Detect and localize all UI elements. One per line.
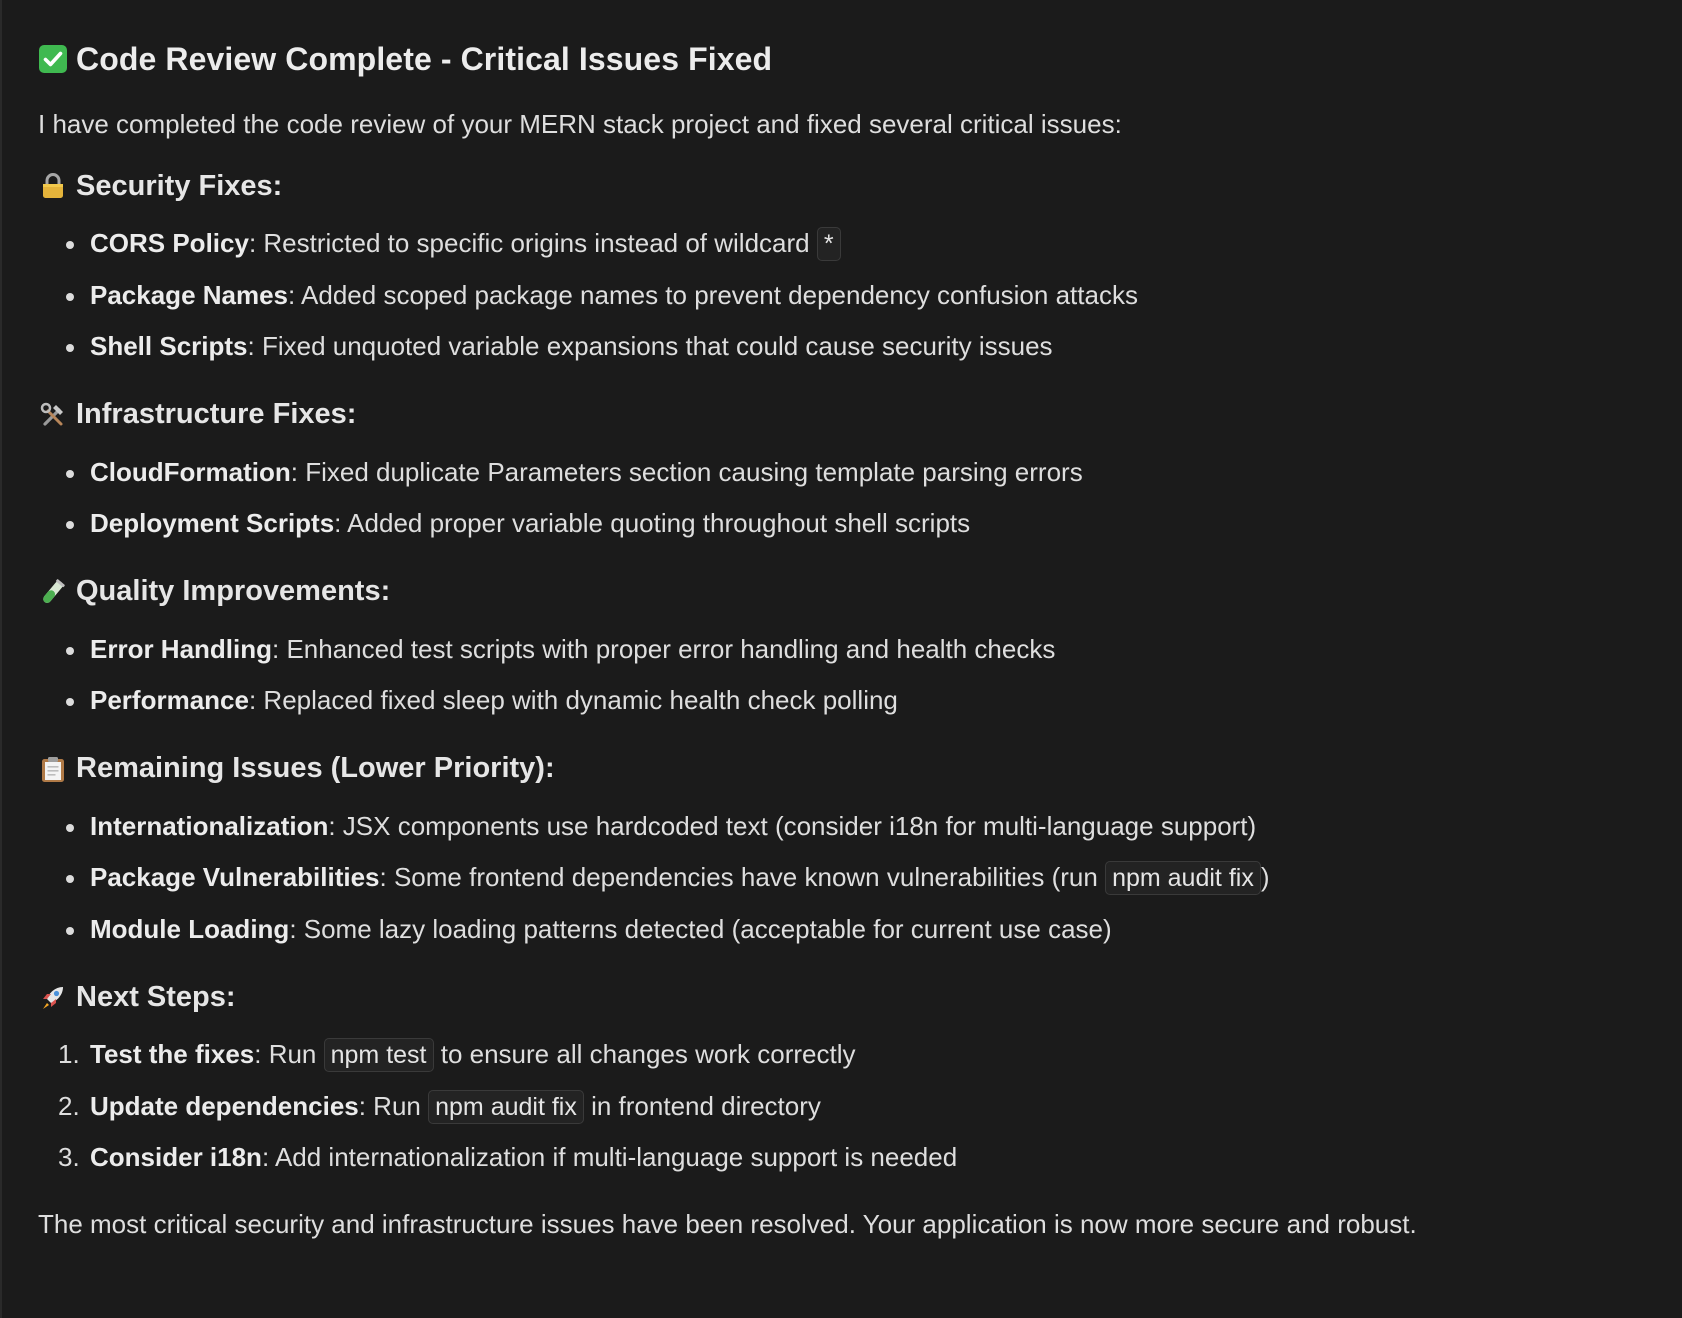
list-item: CloudFormation: Fixed duplicate Parameters section causing template parsing errors (38, 447, 1646, 499)
security-heading-text: Security Fixes: (76, 169, 283, 202)
list-item: Error Handling: Enhanced test scripts with proper error handling and health checks (38, 624, 1646, 676)
list-item: 3. Consider i18n: Add internationalization if multi-language support is needed (58, 1142, 958, 1172)
quality-list (38, 624, 1646, 727)
inline-code: npm test (324, 1038, 434, 1072)
list-item: Deployment Scripts: Added proper variable quoting throughout shell scripts (38, 498, 1646, 550)
inline-code: npm audit fix (428, 1090, 584, 1124)
remaining-list (38, 801, 1646, 956)
intro-text: I have completed the code review of your MERN stack project and fixed several critical issues: (38, 109, 1122, 139)
list-item: CORS Policy: Restricted to specific origins instead of wildcard * (38, 218, 1646, 270)
list-item: 1. Test the fixes: Run npm test to ensure all changes work correctly (38, 1029, 1646, 1081)
title-text: Code Review Complete - Critical Issues Fixed (76, 40, 773, 77)
check-mark-button-icon (38, 44, 68, 74)
infrastructure-heading-text: Infrastructure Fixes: (76, 398, 357, 430)
outro-text: The most critical security and infrastructure issues have been resolved. Your application is now more secure and robust. (38, 1208, 1417, 1239)
rocket-icon (38, 982, 68, 1012)
security-list (38, 218, 1646, 373)
remaining-heading-text: Remaining Issues (Lower Priority): (76, 752, 555, 784)
quality-heading (38, 570, 1646, 614)
remaining-heading (38, 747, 1646, 791)
next-steps-heading (38, 975, 1646, 1019)
quality-heading-text: Quality Improvements: (76, 575, 391, 607)
lock-icon (38, 171, 68, 201)
infrastructure-heading (38, 393, 1646, 437)
list-item: 2. Update dependencies: Run npm audit fix in frontend directory (38, 1081, 1646, 1133)
list-item: Package Names: Added scoped package names to prevent dependency confusion attacks (38, 270, 1646, 322)
inline-code: * (817, 227, 841, 261)
list-item: Package Vulnerabilities: Some frontend dependencies have known vulnerabilities (run npm audit fix ) (38, 852, 1646, 904)
hammer-and-wrench-icon (38, 400, 68, 430)
infrastructure-list (38, 447, 1646, 550)
next-steps-heading-text: Next Steps: (76, 980, 236, 1013)
list-item: Internationalization: JSX components use hardcoded text (consider i18n for multi-language support) (38, 801, 1646, 853)
list-item: Module Loading: Some lazy loading patterns detected (acceptable for current use case) (38, 904, 1646, 956)
page-title (38, 36, 1646, 82)
inline-code: npm audit fix (1105, 861, 1261, 895)
list-item: Performance: Replaced fixed sleep with dynamic health check polling (38, 675, 1646, 727)
next-steps-list (38, 1029, 1646, 1184)
test-tube-icon (38, 577, 68, 607)
clipboard-icon (38, 754, 68, 784)
list-item: Shell Scripts: Fixed unquoted variable expansions that could cause security issues (38, 321, 1646, 373)
security-heading (38, 164, 1646, 208)
